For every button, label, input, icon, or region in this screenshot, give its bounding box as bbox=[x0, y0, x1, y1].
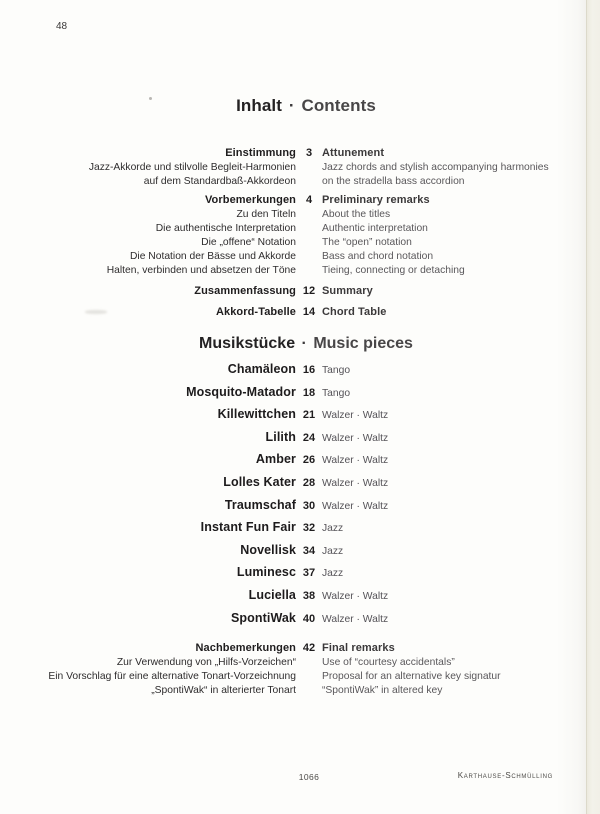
toc-entry-page-number: 42 bbox=[302, 642, 316, 655]
toc-subline-en: Use of “courtesy accidentals” bbox=[322, 657, 455, 669]
piece-title: Novellisk bbox=[240, 542, 296, 557]
scan-smudge bbox=[85, 310, 107, 314]
back-matter-list bbox=[0, 641, 600, 698]
piece-row bbox=[0, 427, 600, 450]
front-matter-list bbox=[0, 146, 600, 320]
toc-entry-title-de: Nachbemerkungen bbox=[195, 642, 296, 655]
toc-subline-en: About the titles bbox=[322, 209, 391, 220]
page-curl-shadow bbox=[557, 0, 587, 814]
footer-catalog-number: 1066 bbox=[298, 772, 320, 782]
toc-entry-title-de: Einstimmung bbox=[225, 147, 296, 159]
toc-entry-title-en: Attunement bbox=[322, 147, 385, 159]
section-heading bbox=[0, 334, 600, 354]
section-heading-en: Music pieces bbox=[313, 335, 413, 352]
piece-title: Lolles Kater bbox=[223, 474, 296, 489]
piece-title: Lilith bbox=[265, 429, 296, 444]
toc-entry-title-en: Chord Table bbox=[322, 306, 387, 318]
piece-genre: Walzer · Waltz bbox=[322, 613, 389, 625]
piece-genre: Jazz bbox=[322, 523, 344, 535]
piece-genre: Tango bbox=[322, 365, 351, 376]
piece-genre: Walzer · Waltz bbox=[322, 410, 389, 422]
piece-row bbox=[0, 495, 600, 518]
toc-subline-de: Zu den Titeln bbox=[236, 209, 296, 220]
toc-subline-de: Die authentische Interpretation bbox=[155, 223, 296, 234]
toc-entry-page-number: 12 bbox=[302, 285, 316, 297]
toc-subline-de: Ein Vorschlag für eine alternative Tonart-Vorzeichnung bbox=[48, 671, 296, 683]
piece-page-number: 34 bbox=[302, 544, 316, 557]
toc-subline-de: Halten, verbinden und absetzen der Töne bbox=[106, 265, 296, 276]
piece-row bbox=[0, 608, 600, 631]
scan-speck bbox=[149, 97, 152, 100]
toc-subline-de: Jazz-Akkorde und stilvolle Begleit-Harmonien bbox=[88, 162, 296, 173]
pieces-list bbox=[0, 359, 600, 630]
piece-page-number: 38 bbox=[302, 589, 316, 602]
toc-subline-en: Authentic interpretation bbox=[322, 223, 428, 234]
toc-entry bbox=[0, 641, 600, 698]
page-title-de: Inhalt bbox=[236, 96, 283, 115]
toc-entry-title-de: Akkord-Tabelle bbox=[215, 306, 296, 318]
toc-entry-title-de: Zusammenfassung bbox=[194, 285, 296, 297]
piece-genre: Jazz bbox=[322, 545, 344, 557]
piece-genre: Walzer · Waltz bbox=[322, 432, 389, 444]
toc-subline-de: „SpontiWak“ in alterierter Tonart bbox=[151, 685, 296, 697]
toc-subline-en: The “open” notation bbox=[322, 237, 412, 248]
piece-title: Luciella bbox=[248, 587, 296, 602]
toc-entry bbox=[0, 284, 600, 299]
piece-genre: Walzer · Waltz bbox=[322, 477, 389, 489]
piece-genre: Walzer · Waltz bbox=[322, 500, 389, 512]
toc-subline-en: “SpontiWak” in altered key bbox=[322, 685, 443, 697]
piece-page-number: 32 bbox=[302, 522, 316, 535]
piece-row bbox=[0, 472, 600, 495]
section-separator-dot: · bbox=[301, 335, 307, 352]
piece-title: Killewittchen bbox=[217, 407, 296, 422]
piece-genre: Jazz bbox=[322, 568, 344, 580]
toc-subline-en: Tieing, connecting or detaching bbox=[322, 265, 465, 276]
toc-entry-title-en: Final remarks bbox=[322, 642, 395, 655]
piece-title: SpontiWak bbox=[230, 610, 296, 625]
footer-publisher-name: Karthause-Schmülling bbox=[457, 771, 553, 780]
toc-entry-title-en: Summary bbox=[322, 285, 373, 297]
piece-title: Traumschaf bbox=[224, 497, 296, 512]
piece-title: Amber bbox=[255, 452, 296, 467]
toc-subline-de: Die Notation der Bässe und Akkorde bbox=[130, 251, 296, 262]
page-title-en: Contents bbox=[301, 96, 376, 115]
toc-entry-page-number: 4 bbox=[305, 194, 313, 206]
toc-entry-page-number: 3 bbox=[305, 147, 313, 159]
toc-subline-de: Zur Verwendung von „Hilfs-Vorzeichen“ bbox=[116, 657, 296, 669]
toc-subline-en: Proposal for an alternative key signatur bbox=[322, 671, 501, 683]
piece-genre: Tango bbox=[322, 387, 351, 399]
toc-entry-title-de: Vorbemerkungen bbox=[204, 194, 296, 206]
piece-title: Luminesc bbox=[236, 565, 296, 580]
toc-entry-title-en: Preliminary remarks bbox=[322, 194, 430, 206]
piece-title: Chamäleon bbox=[227, 362, 296, 376]
piece-page-number: 18 bbox=[302, 386, 316, 399]
piece-page-number: 30 bbox=[302, 499, 316, 512]
piece-row bbox=[0, 359, 600, 382]
toc-subline-de: auf dem Standardbaß-Akkordeon bbox=[143, 176, 296, 187]
toc-entry-page-number: 14 bbox=[302, 306, 316, 318]
toc-subline-en: Bass and chord notation bbox=[322, 251, 434, 262]
piece-row bbox=[0, 382, 600, 405]
toc-entry bbox=[0, 146, 600, 189]
piece-title: Instant Fun Fair bbox=[200, 520, 296, 535]
piece-page-number: 21 bbox=[302, 409, 316, 422]
page-title bbox=[0, 0, 600, 117]
piece-page-number: 40 bbox=[302, 612, 316, 625]
piece-page-number: 16 bbox=[302, 364, 316, 376]
title-separator-dot: · bbox=[288, 96, 295, 115]
section-heading-de: Musikstücke bbox=[199, 335, 296, 352]
piece-title: Mosquito-Matador bbox=[186, 384, 296, 399]
piece-row bbox=[0, 449, 600, 472]
toc-subline-en: on the stradella bass accordion bbox=[322, 176, 465, 187]
toc-subline-en: Jazz chords and stylish accompanying harmonies bbox=[322, 162, 549, 173]
piece-row bbox=[0, 540, 600, 563]
folio-page-number: 48 bbox=[56, 21, 68, 32]
piece-row bbox=[0, 562, 600, 585]
piece-page-number: 26 bbox=[302, 454, 316, 467]
piece-row bbox=[0, 517, 600, 540]
piece-row bbox=[0, 585, 600, 608]
piece-page-number: 24 bbox=[302, 431, 316, 444]
piece-page-number: 37 bbox=[302, 567, 316, 580]
piece-page-number: 28 bbox=[302, 476, 316, 489]
piece-row bbox=[0, 404, 600, 427]
toc-entry bbox=[0, 193, 600, 278]
toc-subline-de: Die „offene“ Notation bbox=[201, 237, 296, 248]
piece-genre: Walzer · Waltz bbox=[322, 455, 389, 467]
page-edge bbox=[586, 0, 600, 814]
piece-genre: Walzer · Waltz bbox=[322, 590, 389, 602]
